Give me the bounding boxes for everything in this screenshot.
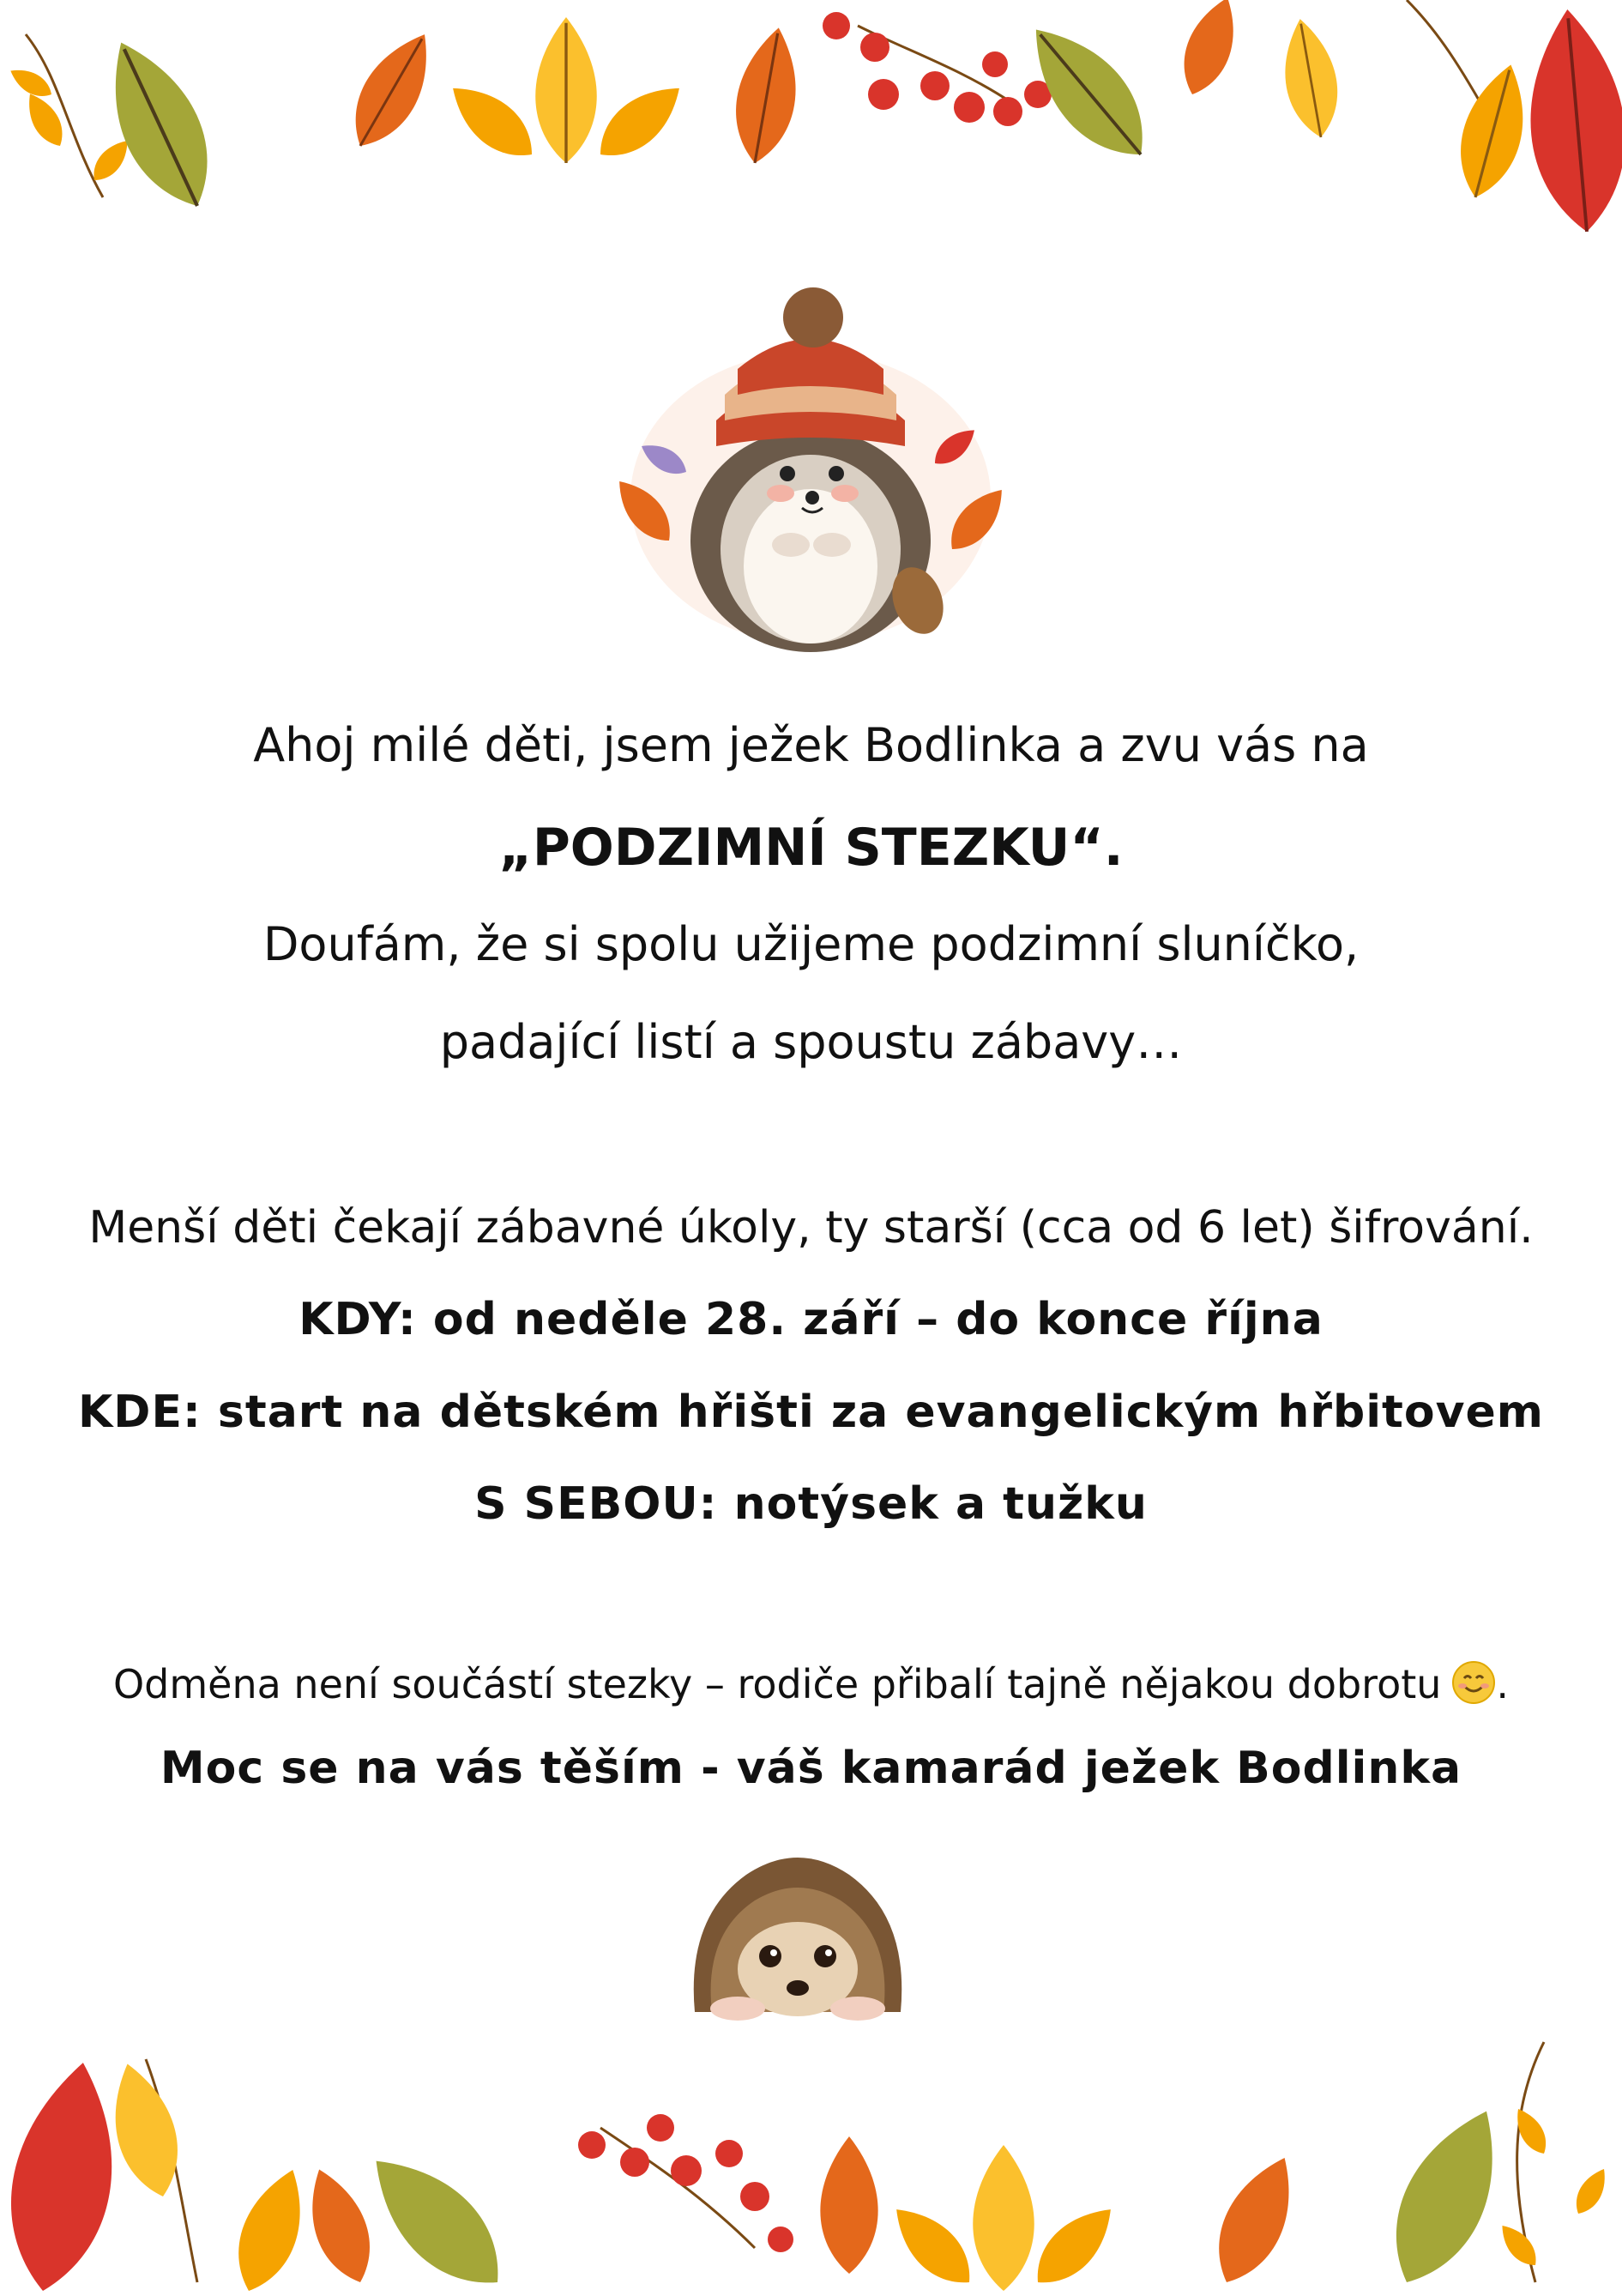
peeking-hedgehog-illustration xyxy=(678,1840,918,2021)
reward-end: . xyxy=(1496,1661,1510,1707)
smiling-face-icon xyxy=(1451,1660,1496,1705)
invitation-line-3: padající listí a spoustu zábavy… xyxy=(439,1015,1183,1069)
top-autumn-leaves-border xyxy=(0,0,1622,257)
reward-text: Odměna není součástí stezky – rodiče přibalí tajně nějakou dobrotu xyxy=(112,1661,1442,1707)
hedgehog-in-hat-illustration xyxy=(609,283,1012,661)
signoff: Moc se na vás těším - váš kamarád ježek Bodlinka xyxy=(160,1743,1462,1794)
bottom-autumn-leaves-border xyxy=(0,2025,1622,2296)
event-where: KDE: start na dětském hřišti za evangelickým hřbitovem xyxy=(78,1387,1544,1438)
event-when: KDY: od neděle 28. září – do konce října xyxy=(298,1294,1324,1345)
what-to-bring: S SEBOU: notýsek a tužku xyxy=(474,1478,1148,1530)
activity-info: Menší děti čekají zábavné úkoly, ty starší (cca od 6 let) šifrování. xyxy=(88,1202,1534,1254)
invitation-greeting: Ahoj milé děti, jsem ježek Bodlinka a zvu vás na xyxy=(253,718,1369,772)
invitation-line-2: Doufám, že si spolu užijeme podzimní sluníčko, xyxy=(262,917,1360,971)
reward-note xyxy=(0,1660,1622,1705)
event-title: „PODZIMNÍ STEZKU“. xyxy=(498,818,1124,878)
